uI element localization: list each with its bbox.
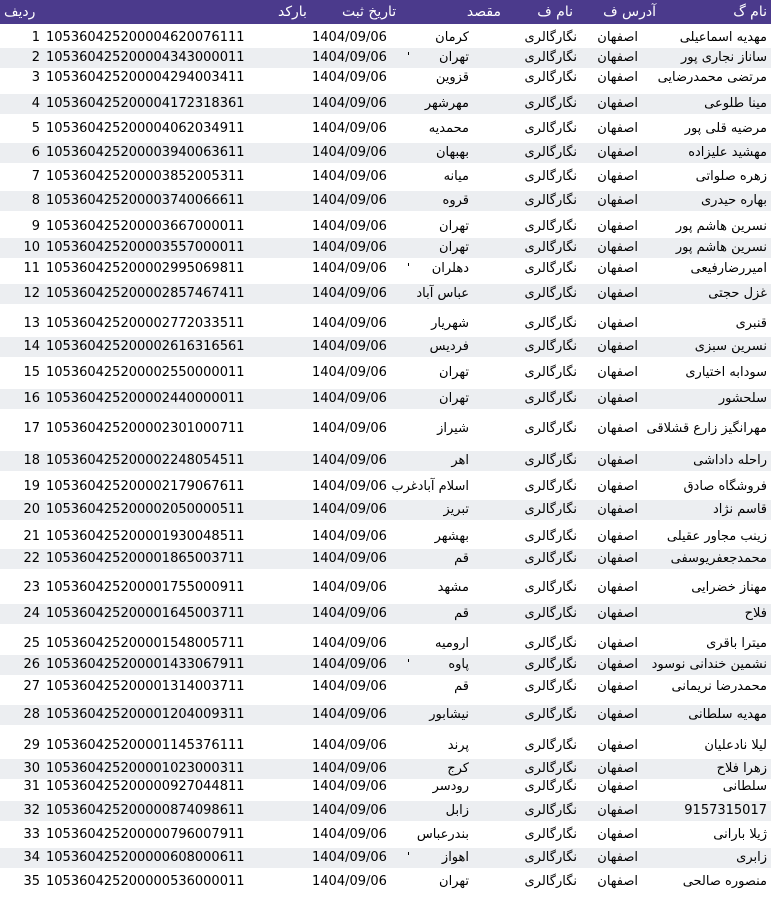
address-cell[interactable]: اصفهان <box>597 30 638 45</box>
barcode-cell[interactable]: 105360425200001865003711 <box>46 551 245 566</box>
cell-mark <box>408 852 409 855</box>
address-cell[interactable]: اصفهان <box>597 827 638 842</box>
header-barcode[interactable]: بارکد <box>278 4 307 20</box>
destination-cell[interactable]: مشهد <box>437 580 469 595</box>
barcode-cell[interactable]: 105360425200001548005711 <box>46 636 245 651</box>
service-cell[interactable]: نگارگالری <box>524 479 577 494</box>
row-number-cell[interactable]: 28 <box>23 707 40 722</box>
barcode-cell[interactable]: 105360425200003740066611 <box>46 193 245 208</box>
date-cell[interactable]: 1404/09/06 <box>312 580 387 595</box>
destination-cell[interactable]: شهریار <box>431 316 469 331</box>
row-number-cell[interactable]: 7 <box>31 169 40 184</box>
row-number-cell[interactable]: 34 <box>23 850 40 865</box>
destination-cell[interactable]: تهران <box>439 391 469 406</box>
table-row[interactable] <box>0 736 771 756</box>
table-row[interactable] <box>0 363 771 383</box>
name-cell[interactable]: مهناز خضرایی <box>691 580 767 595</box>
destination-cell[interactable]: عباس آباد <box>416 286 469 301</box>
row-number-cell[interactable]: 22 <box>23 551 40 566</box>
address-cell[interactable]: اصفهان <box>597 580 638 595</box>
row-number-cell[interactable]: 21 <box>23 529 40 544</box>
service-cell[interactable]: نگارگالری <box>524 657 577 672</box>
date-cell[interactable]: 1404/09/06 <box>312 657 387 672</box>
table-row[interactable] <box>0 389 771 409</box>
address-cell[interactable]: اصفهان <box>597 803 638 818</box>
row-number-cell[interactable]: 11 <box>23 261 40 276</box>
barcode-cell[interactable]: 105360425200002440000011 <box>46 391 245 406</box>
name-cell[interactable]: سودابه اختیاری <box>685 365 767 380</box>
date-cell[interactable]: 1404/09/06 <box>312 240 387 255</box>
destination-cell[interactable]: بندرعباس <box>416 827 469 842</box>
table-row[interactable] <box>0 451 771 471</box>
address-cell[interactable]: اصفهان <box>597 70 638 85</box>
destination-cell[interactable]: اسلام آبادغرب <box>391 479 469 494</box>
name-cell[interactable]: سلحشور <box>718 391 767 406</box>
address-cell[interactable]: اصفهان <box>597 761 638 776</box>
name-cell[interactable]: زینب مجاور عقیلی <box>666 529 767 544</box>
barcode-cell[interactable]: 105360425200003667000011 <box>46 219 245 234</box>
date-cell[interactable]: 1404/09/06 <box>312 96 387 111</box>
row-number-cell[interactable]: 29 <box>23 738 40 753</box>
address-cell[interactable]: اصفهان <box>597 606 638 621</box>
barcode-cell[interactable]: 105360425200000927044811 <box>46 779 245 794</box>
service-cell[interactable]: نگارگالری <box>524 529 577 544</box>
date-cell[interactable]: 1404/09/06 <box>312 803 387 818</box>
row-number-cell[interactable]: 13 <box>23 316 40 331</box>
name-cell[interactable]: محمدجعفریوسفی <box>670 551 767 566</box>
barcode-cell[interactable]: 105360425200002995069811 <box>46 261 245 276</box>
date-cell[interactable]: 1404/09/06 <box>312 316 387 331</box>
date-cell[interactable]: 1404/09/06 <box>312 761 387 776</box>
barcode-cell[interactable]: 105360425200002550000011 <box>46 365 245 380</box>
date-cell[interactable]: 1404/09/06 <box>312 827 387 842</box>
row-number-cell[interactable]: 16 <box>23 391 40 406</box>
date-cell[interactable]: 1404/09/06 <box>312 606 387 621</box>
service-cell[interactable]: نگارگالری <box>524 169 577 184</box>
address-cell[interactable]: اصفهان <box>597 391 638 406</box>
table-row[interactable] <box>0 119 771 139</box>
barcode-cell[interactable]: 105360425200004343000011 <box>46 50 245 65</box>
address-cell[interactable]: اصفهان <box>597 738 638 753</box>
table-row[interactable] <box>0 655 771 675</box>
service-cell[interactable]: نگارگالری <box>524 707 577 722</box>
address-cell[interactable]: اصفهان <box>597 96 638 111</box>
barcode-cell[interactable]: 105360425200000874098611 <box>46 803 245 818</box>
destination-cell[interactable]: قم <box>454 606 469 621</box>
address-cell[interactable]: اصفهان <box>597 636 638 651</box>
row-number-cell[interactable]: 12 <box>23 286 40 301</box>
date-cell[interactable]: 1404/09/06 <box>312 551 387 566</box>
service-cell[interactable]: نگارگالری <box>524 502 577 517</box>
table-header <box>0 0 771 24</box>
address-cell[interactable]: اصفهان <box>597 286 638 301</box>
address-cell[interactable]: اصفهان <box>597 779 638 794</box>
row-number-cell[interactable]: 26 <box>23 657 40 672</box>
service-cell[interactable]: نگارگالری <box>524 286 577 301</box>
date-cell[interactable]: 1404/09/06 <box>312 874 387 889</box>
service-cell[interactable]: نگارگالری <box>524 606 577 621</box>
name-cell[interactable]: محمدرضا نریمانی <box>671 679 767 694</box>
table-row[interactable] <box>0 238 771 258</box>
service-cell[interactable]: نگارگالری <box>524 219 577 234</box>
name-cell[interactable]: نسرین هاشم پور <box>675 219 767 234</box>
service-cell[interactable]: نگارگالری <box>524 850 577 865</box>
barcode-cell[interactable]: 105360425200004294003411 <box>46 70 245 85</box>
address-cell[interactable]: اصفهان <box>597 240 638 255</box>
service-cell[interactable]: نگارگالری <box>524 316 577 331</box>
service-cell[interactable]: نگارگالری <box>524 761 577 776</box>
date-cell[interactable]: 1404/09/06 <box>312 70 387 85</box>
date-cell[interactable]: 1404/09/06 <box>312 850 387 865</box>
barcode-cell[interactable]: 105360425200002050000511 <box>46 502 245 517</box>
address-cell[interactable]: اصفهان <box>597 365 638 380</box>
date-cell[interactable]: 1404/09/06 <box>312 502 387 517</box>
table-row[interactable] <box>0 677 771 697</box>
date-cell[interactable]: 1404/09/06 <box>312 339 387 354</box>
name-cell[interactable]: مرضیه قلی پور <box>684 121 767 136</box>
name-cell[interactable]: نسرین هاشم پور <box>675 240 767 255</box>
row-number-cell[interactable]: 6 <box>31 145 40 160</box>
date-cell[interactable]: 1404/09/06 <box>312 261 387 276</box>
barcode-cell[interactable]: 105360425200002616316561 <box>46 339 245 354</box>
date-cell[interactable]: 1404/09/06 <box>312 145 387 160</box>
row-number-cell[interactable]: 19 <box>23 479 40 494</box>
name-cell[interactable]: مهدیه سلطانی <box>688 707 767 722</box>
table-row[interactable] <box>0 801 771 821</box>
destination-cell[interactable]: قم <box>454 679 469 694</box>
name-cell[interactable]: ساناز نجاری پور <box>680 50 767 65</box>
table-row[interactable] <box>0 705 771 725</box>
destination-cell[interactable]: شیراز <box>437 421 469 436</box>
service-cell[interactable]: نگارگالری <box>524 30 577 45</box>
table-row[interactable] <box>0 777 771 797</box>
table-row[interactable] <box>0 759 771 779</box>
table-row[interactable] <box>0 337 771 357</box>
barcode-cell[interactable]: 105360425200002857467411 <box>46 286 245 301</box>
destination-cell[interactable]: تهران <box>439 240 469 255</box>
name-cell[interactable]: زهرا فلاح <box>716 761 767 776</box>
date-cell[interactable]: 1404/09/06 <box>312 121 387 136</box>
date-cell[interactable]: 1404/09/06 <box>312 193 387 208</box>
barcode-cell[interactable]: 105360425200003557000011 <box>46 240 245 255</box>
row-number-cell[interactable]: 17 <box>23 421 40 436</box>
barcode-cell[interactable]: 105360425200001145376111 <box>46 738 245 753</box>
destination-cell[interactable]: کرج <box>447 761 469 776</box>
barcode-cell[interactable]: 105360425200000536000011 <box>46 874 245 889</box>
name-cell[interactable]: قنبری <box>735 316 767 331</box>
date-cell[interactable]: 1404/09/06 <box>312 738 387 753</box>
destination-cell[interactable]: میانه <box>443 169 469 184</box>
table-row[interactable] <box>0 217 771 237</box>
table-row[interactable] <box>0 549 771 569</box>
service-cell[interactable]: نگارگالری <box>524 679 577 694</box>
row-number-cell[interactable]: 8 <box>31 193 40 208</box>
service-cell[interactable]: نگارگالری <box>524 339 577 354</box>
barcode-cell[interactable]: 105360425200001023000311 <box>46 761 245 776</box>
date-cell[interactable]: 1404/09/06 <box>312 286 387 301</box>
name-cell[interactable]: نسرین سبزی <box>694 339 767 354</box>
row-number-cell[interactable]: 33 <box>23 827 40 842</box>
row-number-cell[interactable]: 1 <box>31 30 40 45</box>
barcode-cell[interactable]: 105360425200004620076111 <box>46 30 245 45</box>
service-cell[interactable]: نگارگالری <box>524 453 577 468</box>
service-cell[interactable]: نگارگالری <box>524 827 577 842</box>
service-cell[interactable]: نگارگالری <box>524 145 577 160</box>
address-cell[interactable]: اصفهان <box>597 421 638 436</box>
header-name[interactable]: نام گ <box>733 4 767 20</box>
table-row[interactable] <box>0 500 771 520</box>
row-number-cell[interactable]: 5 <box>31 121 40 136</box>
date-cell[interactable]: 1404/09/06 <box>312 779 387 794</box>
row-number-cell[interactable]: 32 <box>23 803 40 818</box>
date-cell[interactable]: 1404/09/06 <box>312 636 387 651</box>
barcode-cell[interactable]: 105360425200003852005311 <box>46 169 245 184</box>
table-row[interactable] <box>0 191 771 211</box>
table-row[interactable] <box>0 94 771 114</box>
service-cell[interactable]: نگارگالری <box>524 391 577 406</box>
name-cell[interactable]: مهرانگیز زارع قشلاقی <box>646 421 767 436</box>
table-row[interactable] <box>0 634 771 654</box>
destination-cell[interactable]: تهران <box>439 365 469 380</box>
row-number-cell[interactable]: 9 <box>31 219 40 234</box>
address-cell[interactable]: اصفهان <box>597 261 638 276</box>
date-cell[interactable]: 1404/09/06 <box>312 421 387 436</box>
name-cell[interactable]: زابری <box>736 850 767 865</box>
date-cell[interactable]: 1404/09/06 <box>312 365 387 380</box>
address-cell[interactable]: اصفهان <box>597 453 638 468</box>
destination-cell[interactable]: کرمان <box>435 30 469 45</box>
table-row[interactable] <box>0 314 771 334</box>
service-cell[interactable]: نگارگالری <box>524 421 577 436</box>
barcode-cell[interactable]: 105360425200001314003711 <box>46 679 245 694</box>
destination-cell[interactable]: مهرشهر <box>424 96 469 111</box>
destination-cell[interactable]: اهر <box>451 453 469 468</box>
date-cell[interactable]: 1404/09/06 <box>312 50 387 65</box>
destination-cell[interactable]: تبریز <box>443 502 469 517</box>
table-row[interactable] <box>0 259 771 279</box>
header-rownum[interactable]: ردیف <box>4 4 36 20</box>
barcode-cell[interactable]: 105360425200001930048511 <box>46 529 245 544</box>
table-row[interactable] <box>0 477 771 497</box>
address-cell[interactable]: اصفهان <box>597 219 638 234</box>
row-number-cell[interactable]: 18 <box>23 453 40 468</box>
row-number-cell[interactable]: 14 <box>23 339 40 354</box>
address-cell[interactable]: اصفهان <box>597 874 638 889</box>
destination-cell[interactable]: رودسر <box>432 779 469 794</box>
table-row[interactable] <box>0 28 771 48</box>
table-row[interactable] <box>0 419 771 439</box>
header-date[interactable]: تاریخ ثبت <box>342 4 397 20</box>
row-number-cell[interactable]: 3 <box>31 70 40 85</box>
table-row[interactable] <box>0 848 771 868</box>
header-address[interactable]: آدرس ف <box>603 4 656 20</box>
row-number-cell[interactable]: 2 <box>31 50 40 65</box>
destination-cell[interactable]: پرند <box>447 738 469 753</box>
service-cell[interactable]: نگارگالری <box>524 70 577 85</box>
name-cell[interactable]: مرتضی محمدرضایی <box>657 70 767 85</box>
row-number-cell[interactable]: 10 <box>23 240 40 255</box>
row-number-cell[interactable]: 24 <box>23 606 40 621</box>
date-cell[interactable]: 1404/09/06 <box>312 169 387 184</box>
header-service[interactable]: نام ف <box>537 4 573 20</box>
name-cell[interactable]: 9157315017 <box>684 803 767 818</box>
row-number-cell[interactable]: 25 <box>23 636 40 651</box>
service-cell[interactable]: نگارگالری <box>524 803 577 818</box>
service-cell[interactable]: نگارگالری <box>524 193 577 208</box>
service-cell[interactable]: نگارگالری <box>524 96 577 111</box>
cell-mark <box>408 659 409 662</box>
barcode-cell[interactable]: 105360425200002248054511 <box>46 453 245 468</box>
address-cell[interactable]: اصفهان <box>597 339 638 354</box>
destination-cell[interactable]: بهشهر <box>434 529 469 544</box>
destination-cell[interactable]: فردیس <box>429 339 469 354</box>
date-cell[interactable]: 1404/09/06 <box>312 679 387 694</box>
address-cell[interactable]: اصفهان <box>597 121 638 136</box>
service-cell[interactable]: نگارگالری <box>524 261 577 276</box>
destination-cell[interactable]: قروه <box>442 193 469 208</box>
name-cell[interactable]: قاسم نژاد <box>712 502 767 517</box>
destination-cell[interactable]: دهلران <box>431 261 469 276</box>
name-cell[interactable]: منصوره صالحی <box>682 874 767 889</box>
name-cell[interactable]: لیلا نادعلیان <box>704 738 767 753</box>
destination-cell[interactable]: ارومیه <box>434 636 469 651</box>
service-cell[interactable]: نگارگالری <box>524 50 577 65</box>
address-cell[interactable]: اصفهان <box>597 316 638 331</box>
name-cell[interactable]: مهدیه اسماعیلی <box>679 30 767 45</box>
table-row[interactable] <box>0 578 771 598</box>
service-cell[interactable]: نگارگالری <box>524 874 577 889</box>
barcode-cell[interactable]: 105360425200000608000611 <box>46 850 245 865</box>
destination-cell[interactable]: تهران <box>439 50 469 65</box>
service-cell[interactable]: نگارگالری <box>524 365 577 380</box>
service-cell[interactable]: نگارگالری <box>524 551 577 566</box>
cell-mark <box>408 263 409 266</box>
table-row[interactable] <box>0 167 771 187</box>
date-cell[interactable]: 1404/09/06 <box>312 707 387 722</box>
service-cell[interactable]: نگارگالری <box>524 240 577 255</box>
destination-cell[interactable]: قزوین <box>435 70 469 85</box>
name-cell[interactable]: امیررضارفیعی <box>690 261 767 276</box>
destination-cell[interactable]: قم <box>454 551 469 566</box>
name-cell[interactable]: فلاح <box>744 606 767 621</box>
name-cell[interactable]: غزل حجتی <box>708 286 767 301</box>
barcode-cell[interactable]: 105360425200001645003711 <box>46 606 245 621</box>
address-cell[interactable]: اصفهان <box>597 169 638 184</box>
row-number-cell[interactable]: 20 <box>23 502 40 517</box>
table-row[interactable] <box>0 872 771 892</box>
header-destination[interactable]: مقصد <box>466 4 501 20</box>
cell-mark <box>408 52 409 55</box>
address-cell[interactable]: اصفهان <box>597 193 638 208</box>
date-cell[interactable]: 1404/09/06 <box>312 529 387 544</box>
row-number-cell[interactable]: 30 <box>23 761 40 776</box>
name-cell[interactable]: سلطانی <box>722 779 767 794</box>
barcode-cell[interactable]: 105360425200002301000711 <box>46 421 245 436</box>
address-cell[interactable]: اصفهان <box>597 850 638 865</box>
barcode-cell[interactable]: 105360425200002772033511 <box>46 316 245 331</box>
address-cell[interactable]: اصفهان <box>597 551 638 566</box>
name-cell[interactable]: میترا باقری <box>706 636 767 651</box>
row-number-cell[interactable]: 4 <box>31 96 40 111</box>
row-number-cell[interactable]: 31 <box>23 779 40 794</box>
barcode-cell[interactable]: 105360425200001433067911 <box>46 657 245 672</box>
address-cell[interactable]: اصفهان <box>597 145 638 160</box>
service-cell[interactable]: نگارگالری <box>524 580 577 595</box>
service-cell[interactable]: نگارگالری <box>524 121 577 136</box>
destination-cell[interactable]: بهبهان <box>435 145 469 160</box>
barcode-cell[interactable]: 105360425200001204009311 <box>46 707 245 722</box>
destination-cell[interactable]: نیشابور <box>429 707 469 722</box>
address-cell[interactable]: اصفهان <box>597 50 638 65</box>
date-cell[interactable]: 1404/09/06 <box>312 219 387 234</box>
address-cell[interactable]: اصفهان <box>597 707 638 722</box>
date-cell[interactable]: 1404/09/06 <box>312 479 387 494</box>
name-cell[interactable]: راحله داداشی <box>693 453 767 468</box>
barcode-cell[interactable]: 105360425200002179067611 <box>46 479 245 494</box>
name-cell[interactable]: مهشید علیزاده <box>688 145 767 160</box>
destination-cell[interactable]: اهواز <box>441 850 469 865</box>
name-cell[interactable]: نشمین خندانی نوسود <box>651 657 767 672</box>
row-number-cell[interactable]: 15 <box>23 365 40 380</box>
address-cell[interactable]: اصفهان <box>597 479 638 494</box>
table-row[interactable] <box>0 68 771 88</box>
destination-cell[interactable]: تهران <box>439 874 469 889</box>
destination-cell[interactable]: زابل <box>445 803 469 818</box>
barcode-cell[interactable]: 105360425200003940063611 <box>46 145 245 160</box>
row-number-cell[interactable]: 35 <box>23 874 40 889</box>
address-cell[interactable]: اصفهان <box>597 657 638 672</box>
table-row[interactable] <box>0 284 771 304</box>
table-row[interactable] <box>0 143 771 163</box>
service-cell[interactable]: نگارگالری <box>524 779 577 794</box>
date-cell[interactable]: 1404/09/06 <box>312 30 387 45</box>
name-cell[interactable]: زهره صلواتی <box>695 169 767 184</box>
name-cell[interactable]: مینا طلوعی <box>704 96 767 111</box>
table-row[interactable] <box>0 48 771 68</box>
row-number-cell[interactable]: 23 <box>23 580 40 595</box>
address-cell[interactable]: اصفهان <box>597 502 638 517</box>
service-cell[interactable]: نگارگالری <box>524 636 577 651</box>
destination-cell[interactable]: محمدیه <box>428 121 469 136</box>
destination-cell[interactable]: تهران <box>439 219 469 234</box>
destination-cell[interactable]: پاوه <box>448 657 469 672</box>
table-row[interactable] <box>0 604 771 624</box>
address-cell[interactable]: اصفهان <box>597 679 638 694</box>
barcode-cell[interactable]: 105360425200004172318361 <box>46 96 245 111</box>
row-number-cell[interactable]: 27 <box>23 679 40 694</box>
table-row[interactable] <box>0 825 771 845</box>
name-cell[interactable]: فروشگاه صادق <box>683 479 767 494</box>
name-cell[interactable]: بهاره حیدری <box>700 193 767 208</box>
date-cell[interactable]: 1404/09/06 <box>312 391 387 406</box>
table-row[interactable] <box>0 527 771 547</box>
date-cell[interactable]: 1404/09/06 <box>312 453 387 468</box>
address-cell[interactable]: اصفهان <box>597 529 638 544</box>
service-cell[interactable]: نگارگالری <box>524 738 577 753</box>
barcode-cell[interactable]: 105360425200000796007911 <box>46 827 245 842</box>
barcode-cell[interactable]: 105360425200001755000911 <box>46 580 245 595</box>
barcode-cell[interactable]: 105360425200004062034911 <box>46 121 245 136</box>
name-cell[interactable]: ژیلا بارانی <box>713 827 767 842</box>
